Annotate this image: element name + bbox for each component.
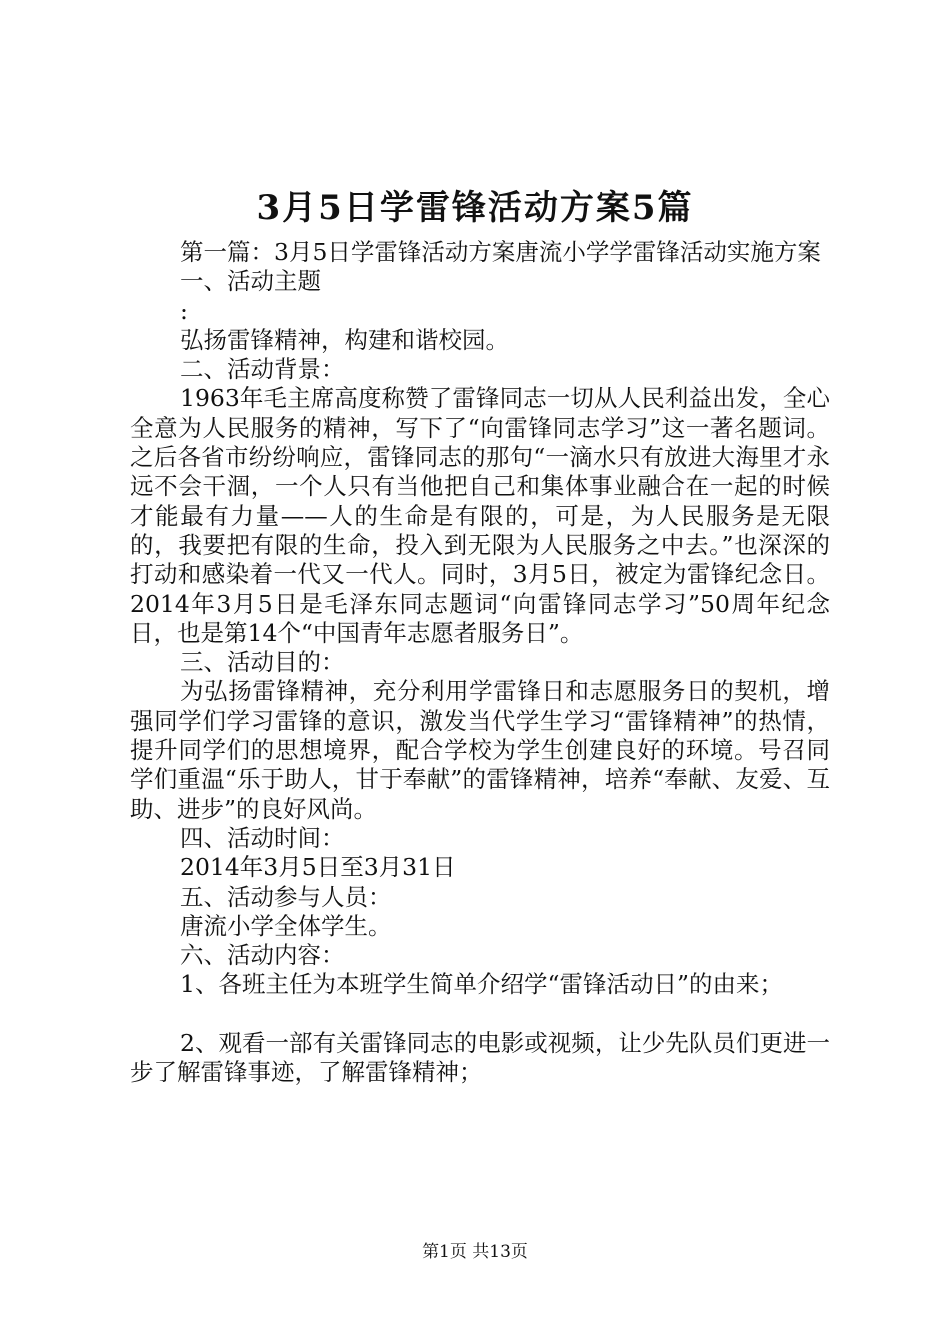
paragraph-content-item-2: 2、观看一部有关雷锋同志的电影或视频，让少先队员们更进一步了解雷锋事迹，了解雷锋精神；	[130, 1028, 830, 1087]
paragraph-section-purpose: 三、活动目的：	[180, 648, 345, 677]
paragraph-purpose-text: 为弘扬雷锋精神，充分利用学雷锋日和志愿服务日的契机，增强同学们学习雷锋的意识，激发当代学生学习“雷锋精神”的热情，提升同学们的思想境界，配合学校为学生创建良好的环境。号召同学们重温“乐于助人，甘于奉献”的雷锋精神，培养“奉献、友爱、互助、进步”的良好风尚。	[130, 677, 830, 823]
paragraph-section-content: 六、活动内容：	[180, 941, 345, 970]
paragraph-colon: :	[180, 296, 188, 325]
paragraph-content-item-1: 1、各班主任为本班学生简单介绍学“雷锋活动日”的由来；	[180, 970, 783, 999]
paragraph-participants-text: 唐流小学全体学生。	[180, 911, 392, 940]
paragraph-theme-text: 弘扬雷锋精神，构建和谐校园。	[180, 325, 509, 354]
paragraph-section-participants: 五、活动参与人员：	[180, 882, 392, 911]
paragraph-background-text: 1963年毛主席高度称赞了雷锋同志一切从人民利益出发，全心全意为人民服务的精神，写下了“向雷锋同志学习”这一著名题词。之后各省市纷纷响应，雷锋同志的那句“一滴水只有放进大海里才永远不会干涸，一个人只有当他把自己和集体事业融合在一起的时候才能最有力量——人的生命是有限的，可是，为人民服务是无限的，我要把有限的生命，投入到无限为人民服务之中去。”也深深的打动和感染着一代又一代人。同时，3月5日，被定为雷锋纪念日。2014年3月5日是毛泽东同志题词“向雷锋同志学习”50周年纪念日，也是第14个“中国青年志愿者服务日”。	[130, 384, 830, 647]
paragraph-section-background: 二、活动背景：	[180, 355, 345, 384]
paragraph-chapter-heading: 第一篇：3月5日学雷锋活动方案唐流小学学雷锋活动实施方案	[180, 238, 821, 266]
document-title: 3月5日学雷锋活动方案5篇	[256, 188, 694, 228]
paragraph-section-theme: 一、活动主题	[180, 267, 321, 296]
page-footer: 第1页 共13页	[422, 1242, 528, 1262]
document-body	[130, 238, 830, 1087]
paragraph-time-text: 2014年3月5日至3月31日	[180, 853, 456, 882]
paragraph-section-time: 四、活动时间：	[180, 823, 345, 852]
